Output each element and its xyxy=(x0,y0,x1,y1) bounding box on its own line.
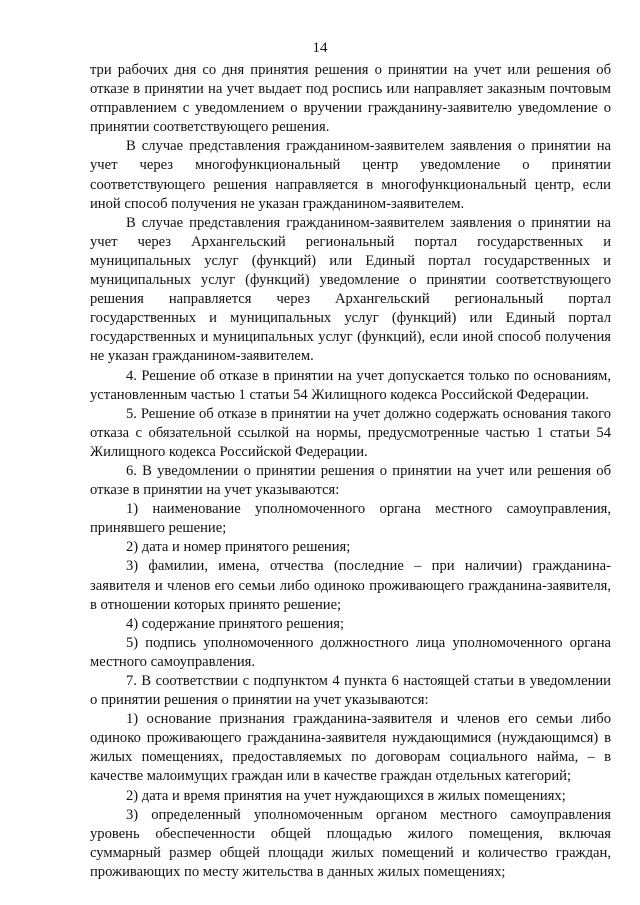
list-item-6-1: 1) наименование уполномоченного органа местного самоуправления, принявшего решение; xyxy=(90,501,611,537)
paragraph-item-6: 6. В уведомлении о принятии решения о принятии на учет или решения об отказе в принятии на учет указываются: xyxy=(90,462,611,499)
list-item-6-3: 3) фамилии, имена, отчества (последние – при наличии) гражданина-заявителя и членов его семьи либо одиноко проживающего гражданина-заявителя, в отношении которых принято решение; xyxy=(90,558,611,613)
document-body xyxy=(90,61,611,882)
list-item-6-5: 5) подпись уполномоченного должностного лица уполномоченного органа местного самоуправления. xyxy=(90,634,611,670)
list-item-6-2: 2) дата и номер принятого решения; xyxy=(126,539,351,556)
paragraph-portal-notification: В случае представления гражданином-заявителем заявления о принятии на учет через Архангельский региональный портал государственных и муниципальных услуг (функций) или Единый портал государственных и муниципальных услуг (функций) уведомление о принятии соответствующего решения направляется через Архангельский региональный портал государственных и муниципальных услуг (функций) или Единый портал государственных и муниципальных услуг (функций), если иной способ получения не указан гражданином-заявителем. xyxy=(90,214,611,365)
paragraph-item-5: 5. Решение об отказе в принятии на учет должно содержать основания такого отказа с обязательной ссылкой на нормы, предусмотренные частью 1 статьи 54 Жилищного кодекса Российской Федерации. xyxy=(90,405,611,460)
page-number: 14 xyxy=(312,40,328,56)
list-item-7-2: 2) дата и время принятия на учет нуждающихся в жилых помещениях; xyxy=(126,787,566,804)
paragraph-mfc-notification: В случае представления гражданином-заявителем заявления о принятии на учет через многофункциональный центр уведомление о принятии соответствующего решения направляется в многофункциональный центр, если иной способ получения не указан гражданином-заявителем. xyxy=(90,138,611,212)
paragraph-item-7: 7. В соответствии с подпунктом 4 пункта 6 настоящей статьи в уведомлении о принятии решения о принятии на учет указываются: xyxy=(90,673,611,709)
list-item-7-1: 1) основание признания гражданина-заявителя и членов его семьи либо одиноко проживающего гражданина-заявителя нуждающимися (нуждающимся) в жилых помещениях, предоставляемых по договорам социального найма, – в качестве малоимущих граждан или в качестве граждан отдельных категорий; xyxy=(90,711,611,785)
list-item-6-4: 4) содержание принятого решения; xyxy=(126,615,345,632)
paragraph-item-4: 4. Решение об отказе в принятии на учет допускается только по основаниям, установленным частью 1 статьи 54 Жилищного кодекса Российской Федерации. xyxy=(90,367,611,403)
list-item-7-3: 3) определенный уполномоченным органом местного самоуправления уровень обеспеченности общей площадью жилого помещения, включая суммарный размер общей площади жилых помещений и количество граждан, проживающих по месту жительства в данных жилых помещениях; xyxy=(90,806,611,880)
paragraph-continuation: три рабочих дня со дня принятия решения о принятии на учет или решения об отказе в принятии на учет выдает под роспись или направляет заказным почтовым отправлением с уведомлением о вручении гражданину-заявителю уведомление о принятии соответствующего решения. xyxy=(90,62,611,136)
